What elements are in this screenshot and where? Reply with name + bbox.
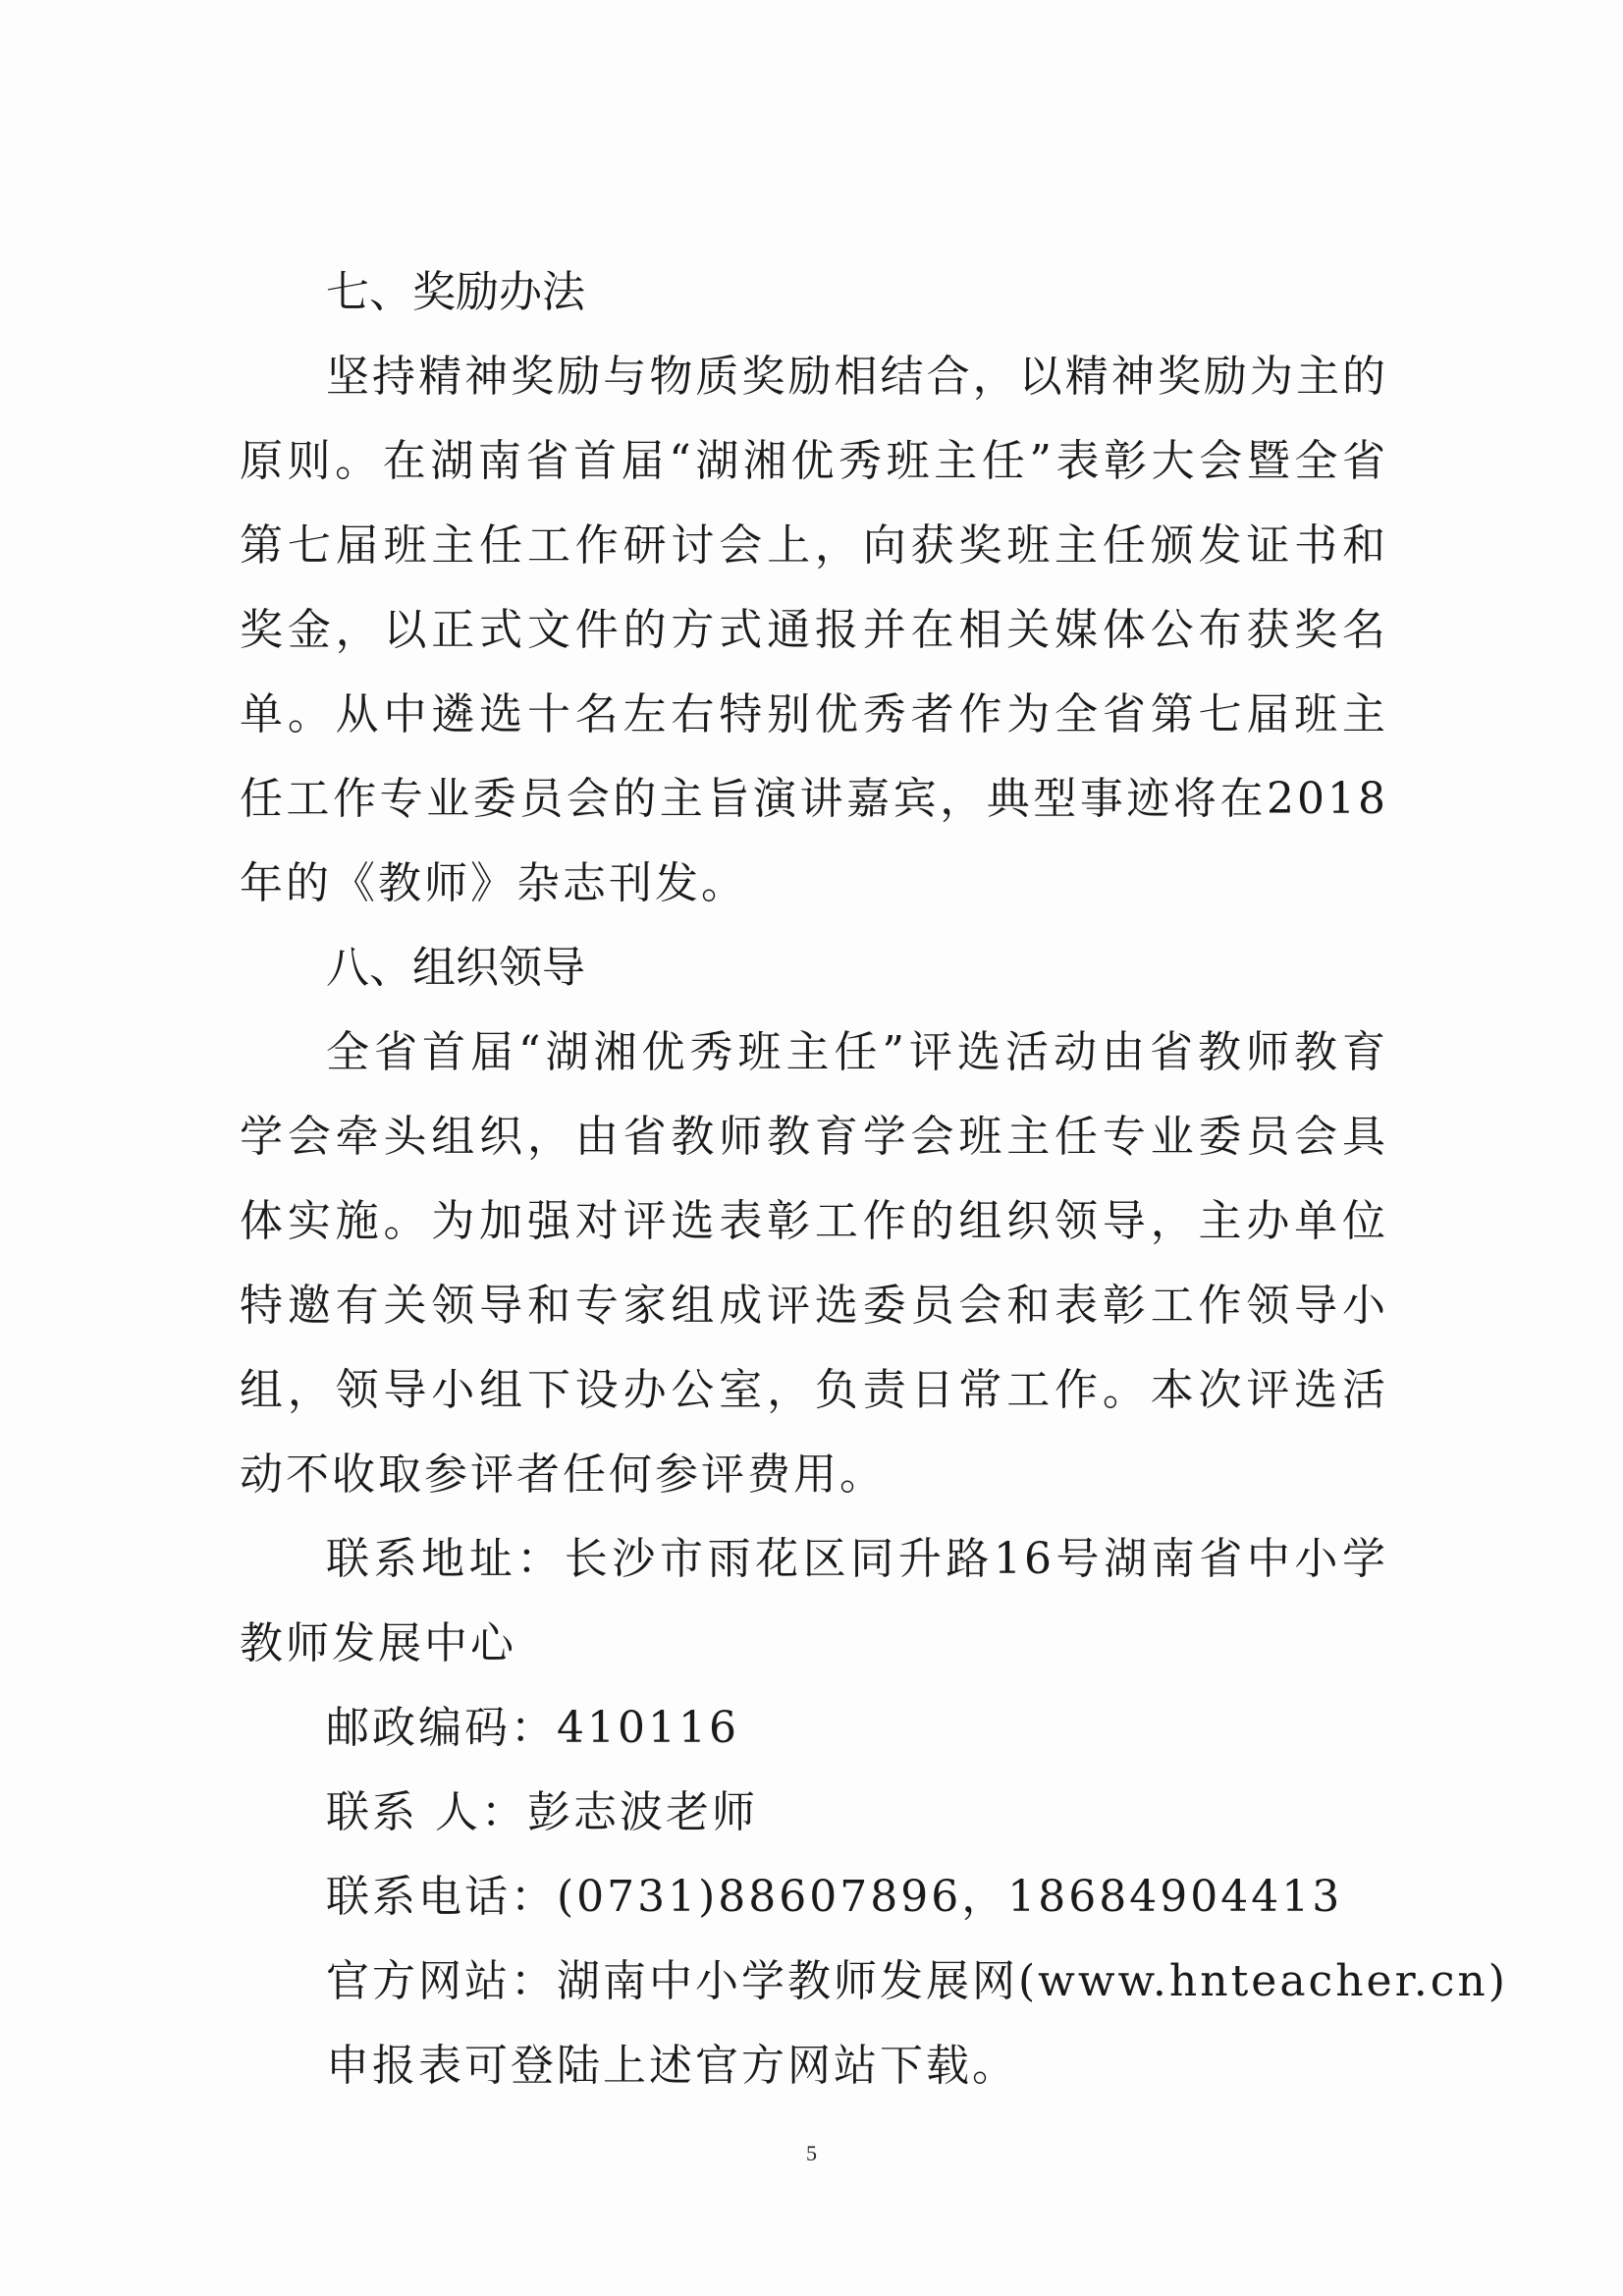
document-body <box>240 250 1508 2108</box>
contact-postcode: 邮政编码：410116 <box>326 1703 739 1753</box>
page-number: 5 <box>806 2141 817 2165</box>
contact-address: 联系地址：长沙市雨花区同升路16号湖南省中小学教师发展中心 <box>240 1534 1388 1668</box>
contact-website: 官方网站：湖南中小学教师发展网(www.hnteacher.cn) <box>326 1956 1508 2006</box>
section-8-heading: 八、组织领导 <box>326 943 585 993</box>
section-7-paragraph: 坚持精神奖励与物质奖励相结合，以精神奖励为主的原则。在湖南省首届“湖湘优秀班主任”表彰大会暨全省第七届班主任工作研讨会上，向获奖班主任颁发证书和奖金，以正式文件的方式通报并在相关媒体公布获奖名单。从中遴选十名左右特别优秀者作为全省第七届班主任工作专业委员会的主旨演讲嘉宾，典型事迹将在2018年的《教师》杂志刊发。 <box>240 352 1388 908</box>
contact-person: 联系 人：彭志波老师 <box>326 1787 758 1837</box>
contact-phone: 联系电话：(0731)88607896，18684904413 <box>326 1872 1343 1922</box>
download-note: 申报表可登陆上述官方网站下载。 <box>326 2041 1018 2091</box>
section-8-paragraph: 全省首届“湖湘优秀班主任”评选活动由省教师教育学会牵头组织，由省教师教育学会班主任专业委员会具体实施。为加强对评选表彰工作的组织领导，主办单位特邀有关领导和专家组成评选委员会和表彰工作领导小组，领导小组下设办公室，负责日常工作。本次评选活动不收取参评者任何参评费用。 <box>240 1027 1388 1500</box>
section-7-heading: 七、奖励办法 <box>326 267 585 317</box>
